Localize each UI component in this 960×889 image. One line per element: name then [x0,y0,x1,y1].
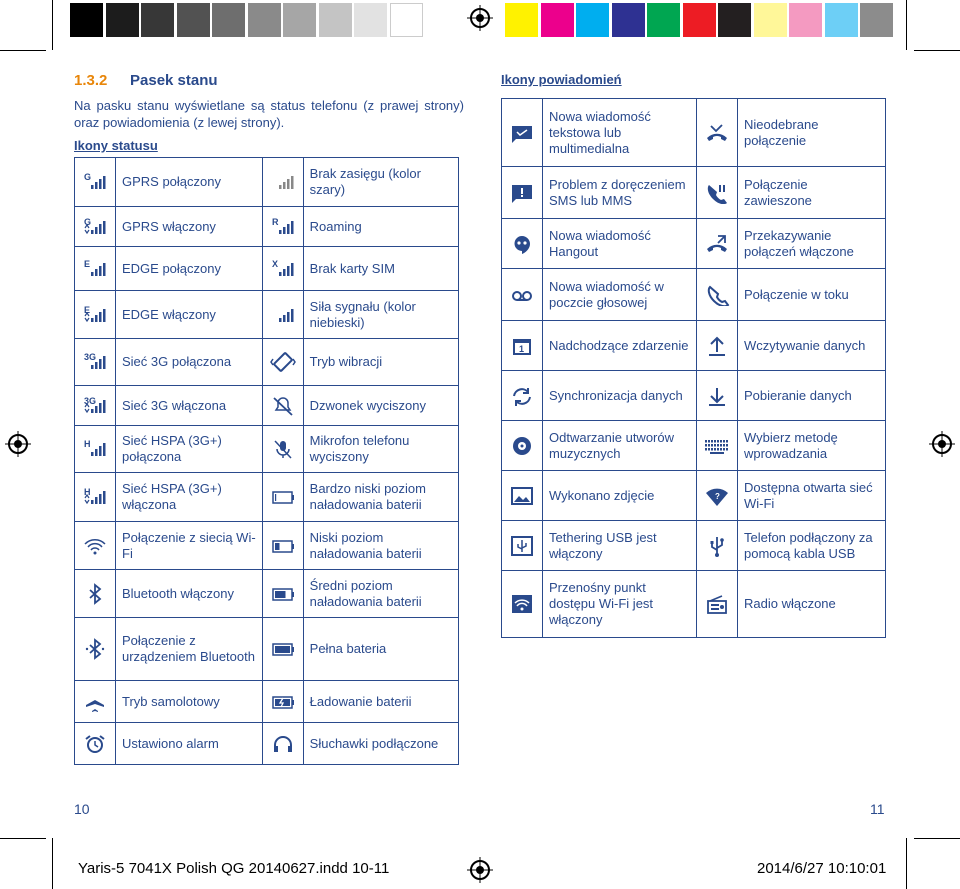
icon-description: Wczytywanie danych [737,321,885,371]
icon-cell [502,269,543,321]
icon-cell [75,473,116,522]
crop-mark [906,838,907,889]
crop-mark [914,50,960,51]
table-row [502,219,886,269]
icon-cell [696,99,737,167]
icon-description: Synchronizacja danych [543,371,697,421]
icon-description: GPRS włączony [116,207,263,247]
table-row [75,247,459,291]
table-row [502,421,886,471]
table-row [502,471,886,521]
icon-cell [75,207,116,247]
color-swatch [70,3,103,37]
alarm-icon [82,733,108,755]
icon-description: Nowa wiadomość w poczcie głosowej [543,269,697,321]
photo-icon [509,485,535,507]
music-icon [509,435,535,457]
icon-description: Niski poziom naładowania baterii [303,522,458,570]
icon-description: Bardzo niski poziom naładowania baterii [303,473,458,522]
icon-cell [696,219,737,269]
table-row [75,522,459,570]
icon-cell [502,571,543,638]
table-row [502,321,886,371]
icon-cell [75,386,116,426]
icon-description: Roaming [303,207,458,247]
signal-g-active-icon [82,216,108,238]
icon-cell [696,167,737,219]
icon-cell [262,339,303,386]
table-row [75,158,459,207]
icon-description: Radio włączone [737,571,885,638]
color-swatch [612,3,645,37]
icon-cell [502,167,543,219]
icon-cell [262,723,303,765]
signal-grey-icon [270,171,296,193]
slug-file-info: Yaris-5 7041X Polish QG 20140627.indd 10-11 [78,860,390,877]
battery-full-icon [270,638,296,660]
signal-blue-icon [270,304,296,326]
svg-text:H: H [84,487,91,497]
icon-description: Brak zasięgu (kolor szary) [303,158,458,207]
svg-text:1: 1 [519,343,525,354]
icon-cell [502,219,543,269]
svg-text:E: E [84,304,91,315]
color-swatch [106,3,139,37]
crop-mark [0,838,46,839]
calendar-icon [509,335,535,357]
wifi-icon [82,535,108,557]
hangout-icon [509,233,535,255]
table-row [75,386,459,426]
icon-cell [75,681,116,723]
color-swatch [860,3,893,37]
missed-call-icon [704,122,730,144]
icon-description: Przekazywanie połączeń włączone [737,219,885,269]
icon-description: Tryb samolotowy [116,681,263,723]
notification-icons-heading: Ikony powiadomień [501,72,622,87]
signal-h-icon [82,438,108,460]
notification-icons-table [501,98,886,638]
color-swatch [789,3,822,37]
icon-cell [262,386,303,426]
color-swatch [576,3,609,37]
icon-description: Ładowanie baterii [303,681,458,723]
table-row [502,521,886,571]
icon-cell [262,158,303,207]
icon-cell [262,618,303,681]
icon-description: Dostępna otwarta sieć Wi-Fi [737,471,885,521]
status-icons-table [74,157,459,765]
crop-mark [0,50,46,51]
bluetooth-connected-icon [82,638,108,660]
table-row [75,426,459,473]
signal-3g-active-icon [82,395,108,417]
voicemail-icon [509,284,535,306]
download-icon [704,385,730,407]
page-number-right: 11 [870,801,885,817]
battery-low-icon [270,535,296,557]
icon-description: Nowa wiadomość tekstowa lub multimedialna [543,99,697,167]
color-swatch [390,3,423,37]
table-row [75,681,459,723]
icon-cell [696,269,737,321]
svg-text:3G: 3G [84,352,97,362]
crop-mark [52,838,53,889]
crop-mark [52,0,53,50]
icon-cell [696,421,737,471]
headset-icon [270,733,296,755]
table-row [75,473,459,522]
signal-roaming-icon [270,216,296,238]
upload-icon [704,335,730,357]
color-swatch [754,3,787,37]
signal-g-icon [82,171,108,193]
color-swatch [141,3,174,37]
table-row [75,339,459,386]
icon-description: Wykonano zdjęcie [543,471,697,521]
icon-cell [75,522,116,570]
icon-description: Ustawiono alarm [116,723,263,765]
call-forward-icon [704,233,730,255]
section-number: 1.3.2 [74,72,108,89]
icon-description: Problem z doręczeniem SMS lub MMS [543,167,697,219]
icon-description: Połączenie z urządzeniem Bluetooth [116,618,263,681]
icon-description: Słuchawki podłączone [303,723,458,765]
hotspot-icon [509,593,535,615]
battery-charging-icon [270,691,296,713]
svg-text:H: H [84,439,91,449]
open-wifi-icon [704,485,730,507]
color-swatch [718,3,751,37]
icon-description: Bluetooth włączony [116,570,263,618]
color-swatch [283,3,316,37]
svg-text:G: G [84,172,92,182]
signal-e-active-icon [82,304,108,326]
vibrate-icon [270,351,296,373]
icon-cell [75,339,116,386]
color-swatch [212,3,245,37]
color-swatch [354,3,387,37]
icon-cell [262,426,303,473]
svg-text:X: X [271,258,278,269]
mms-icon [509,122,535,144]
table-row [75,291,459,339]
bluetooth-icon [82,583,108,605]
table-row [502,269,886,321]
crop-mark [914,838,960,839]
table-row [502,571,886,638]
sync-icon [509,385,535,407]
color-swatch [683,3,716,37]
registration-mark-icon [467,857,493,883]
color-swatch [248,3,281,37]
icon-cell [262,207,303,247]
icon-description: Nieodebrane połączenie [737,99,885,167]
icon-cell [262,681,303,723]
table-row [75,570,459,618]
signal-h-active-icon [82,486,108,508]
battery-medium-icon [270,583,296,605]
icon-cell [502,371,543,421]
icon-cell [502,521,543,571]
color-swatch [177,3,210,37]
section-intro: Na pasku stanu wyświetlane są status telefonu (z prawej strony) oraz powiadomienia (z lewej strony). [74,98,464,130]
icon-cell [75,247,116,291]
icon-description: Mikrofon telefonu wyciszony [303,426,458,473]
icon-cell [696,471,737,521]
airplane-icon [82,691,108,713]
crop-mark [906,0,907,50]
svg-text:E: E [84,258,91,269]
icon-description: Sieć HSPA (3G+) połączona [116,426,263,473]
icon-cell [75,158,116,207]
icon-cell [262,570,303,618]
table-row [75,723,459,765]
icon-cell [262,247,303,291]
icon-description: Połączenie z siecią Wi-Fi [116,522,263,570]
icon-description: Połączenie w toku [737,269,885,321]
icon-description: Tethering USB jest włączony [543,521,697,571]
svg-text:3G: 3G [84,395,97,406]
icon-cell [262,473,303,522]
table-row [75,618,459,681]
icon-cell [502,471,543,521]
icon-description: Sieć 3G połączona [116,339,263,386]
icon-description: Dzwonek wyciszony [303,386,458,426]
icon-cell [262,291,303,339]
sms-problem-icon [509,182,535,204]
icon-cell [696,371,737,421]
signal-3g-icon [82,351,108,373]
color-swatch [825,3,858,37]
icon-cell [502,421,543,471]
signal-nosim-icon [270,258,296,280]
radio-icon [704,593,730,615]
icon-description: Odtwarzanie utworów muzycznych [543,421,697,471]
icon-description: Siła sygnału (kolor niebieski) [303,291,458,339]
icon-description: Nowa wiadomość Hangout [543,219,697,269]
page-number-left: 10 [74,801,90,817]
call-active-icon [704,284,730,306]
table-row [502,99,886,167]
icon-description: Sieć 3G włączona [116,386,263,426]
icon-description: Sieć HSPA (3G+) włączona [116,473,263,522]
icon-cell [502,99,543,167]
table-row [502,167,886,219]
call-hold-icon [704,182,730,204]
registration-mark-icon [467,5,493,31]
signal-e-icon [82,258,108,280]
section-title: Pasek stanu [130,72,218,89]
icon-cell [696,571,737,638]
usb-icon [704,535,730,557]
icon-description: Pełna bateria [303,618,458,681]
icon-description: Telefon podłączony za pomocą kabla USB [737,521,885,571]
icon-description: Nadchodzące zdarzenie [543,321,697,371]
keyboard-icon [704,435,730,457]
svg-text:?: ? [714,491,720,501]
icon-cell [75,426,116,473]
color-swatch [541,3,574,37]
icon-description: EDGE włączony [116,291,263,339]
icon-description: Przenośny punkt dostępu Wi-Fi jest włączony [543,571,697,638]
icon-description: Tryb wibracji [303,339,458,386]
icon-cell [696,521,737,571]
status-icons-heading: Ikony statusu [74,138,158,153]
color-swatch [505,3,538,37]
usb-tether-icon [509,535,535,557]
icon-description: Wybierz metodę wprowadzania [737,421,885,471]
icon-cell [502,321,543,371]
color-swatch [647,3,680,37]
icon-cell [75,291,116,339]
icon-description: Pobieranie danych [737,371,885,421]
icon-description: Średni poziom naładowania baterii [303,570,458,618]
battery-very-low-icon [270,486,296,508]
icon-cell [75,723,116,765]
registration-mark-icon [929,431,955,457]
icon-cell [262,522,303,570]
table-row [502,371,886,421]
ringer-muted-icon [270,395,296,417]
icon-cell [696,321,737,371]
slug-timestamp: 2014/6/27 10:10:01 [757,860,887,877]
icon-cell [75,570,116,618]
icon-description: EDGE połączony [116,247,263,291]
icon-description: GPRS połączony [116,158,263,207]
table-row [75,207,459,247]
svg-text:G: G [84,216,92,227]
color-swatch [319,3,352,37]
registration-mark-icon [5,431,31,457]
svg-text:R: R [271,216,279,227]
icon-description: Brak karty SIM [303,247,458,291]
icon-cell [75,618,116,681]
icon-description: Połączenie zawieszone [737,167,885,219]
mic-muted-icon [270,438,296,460]
